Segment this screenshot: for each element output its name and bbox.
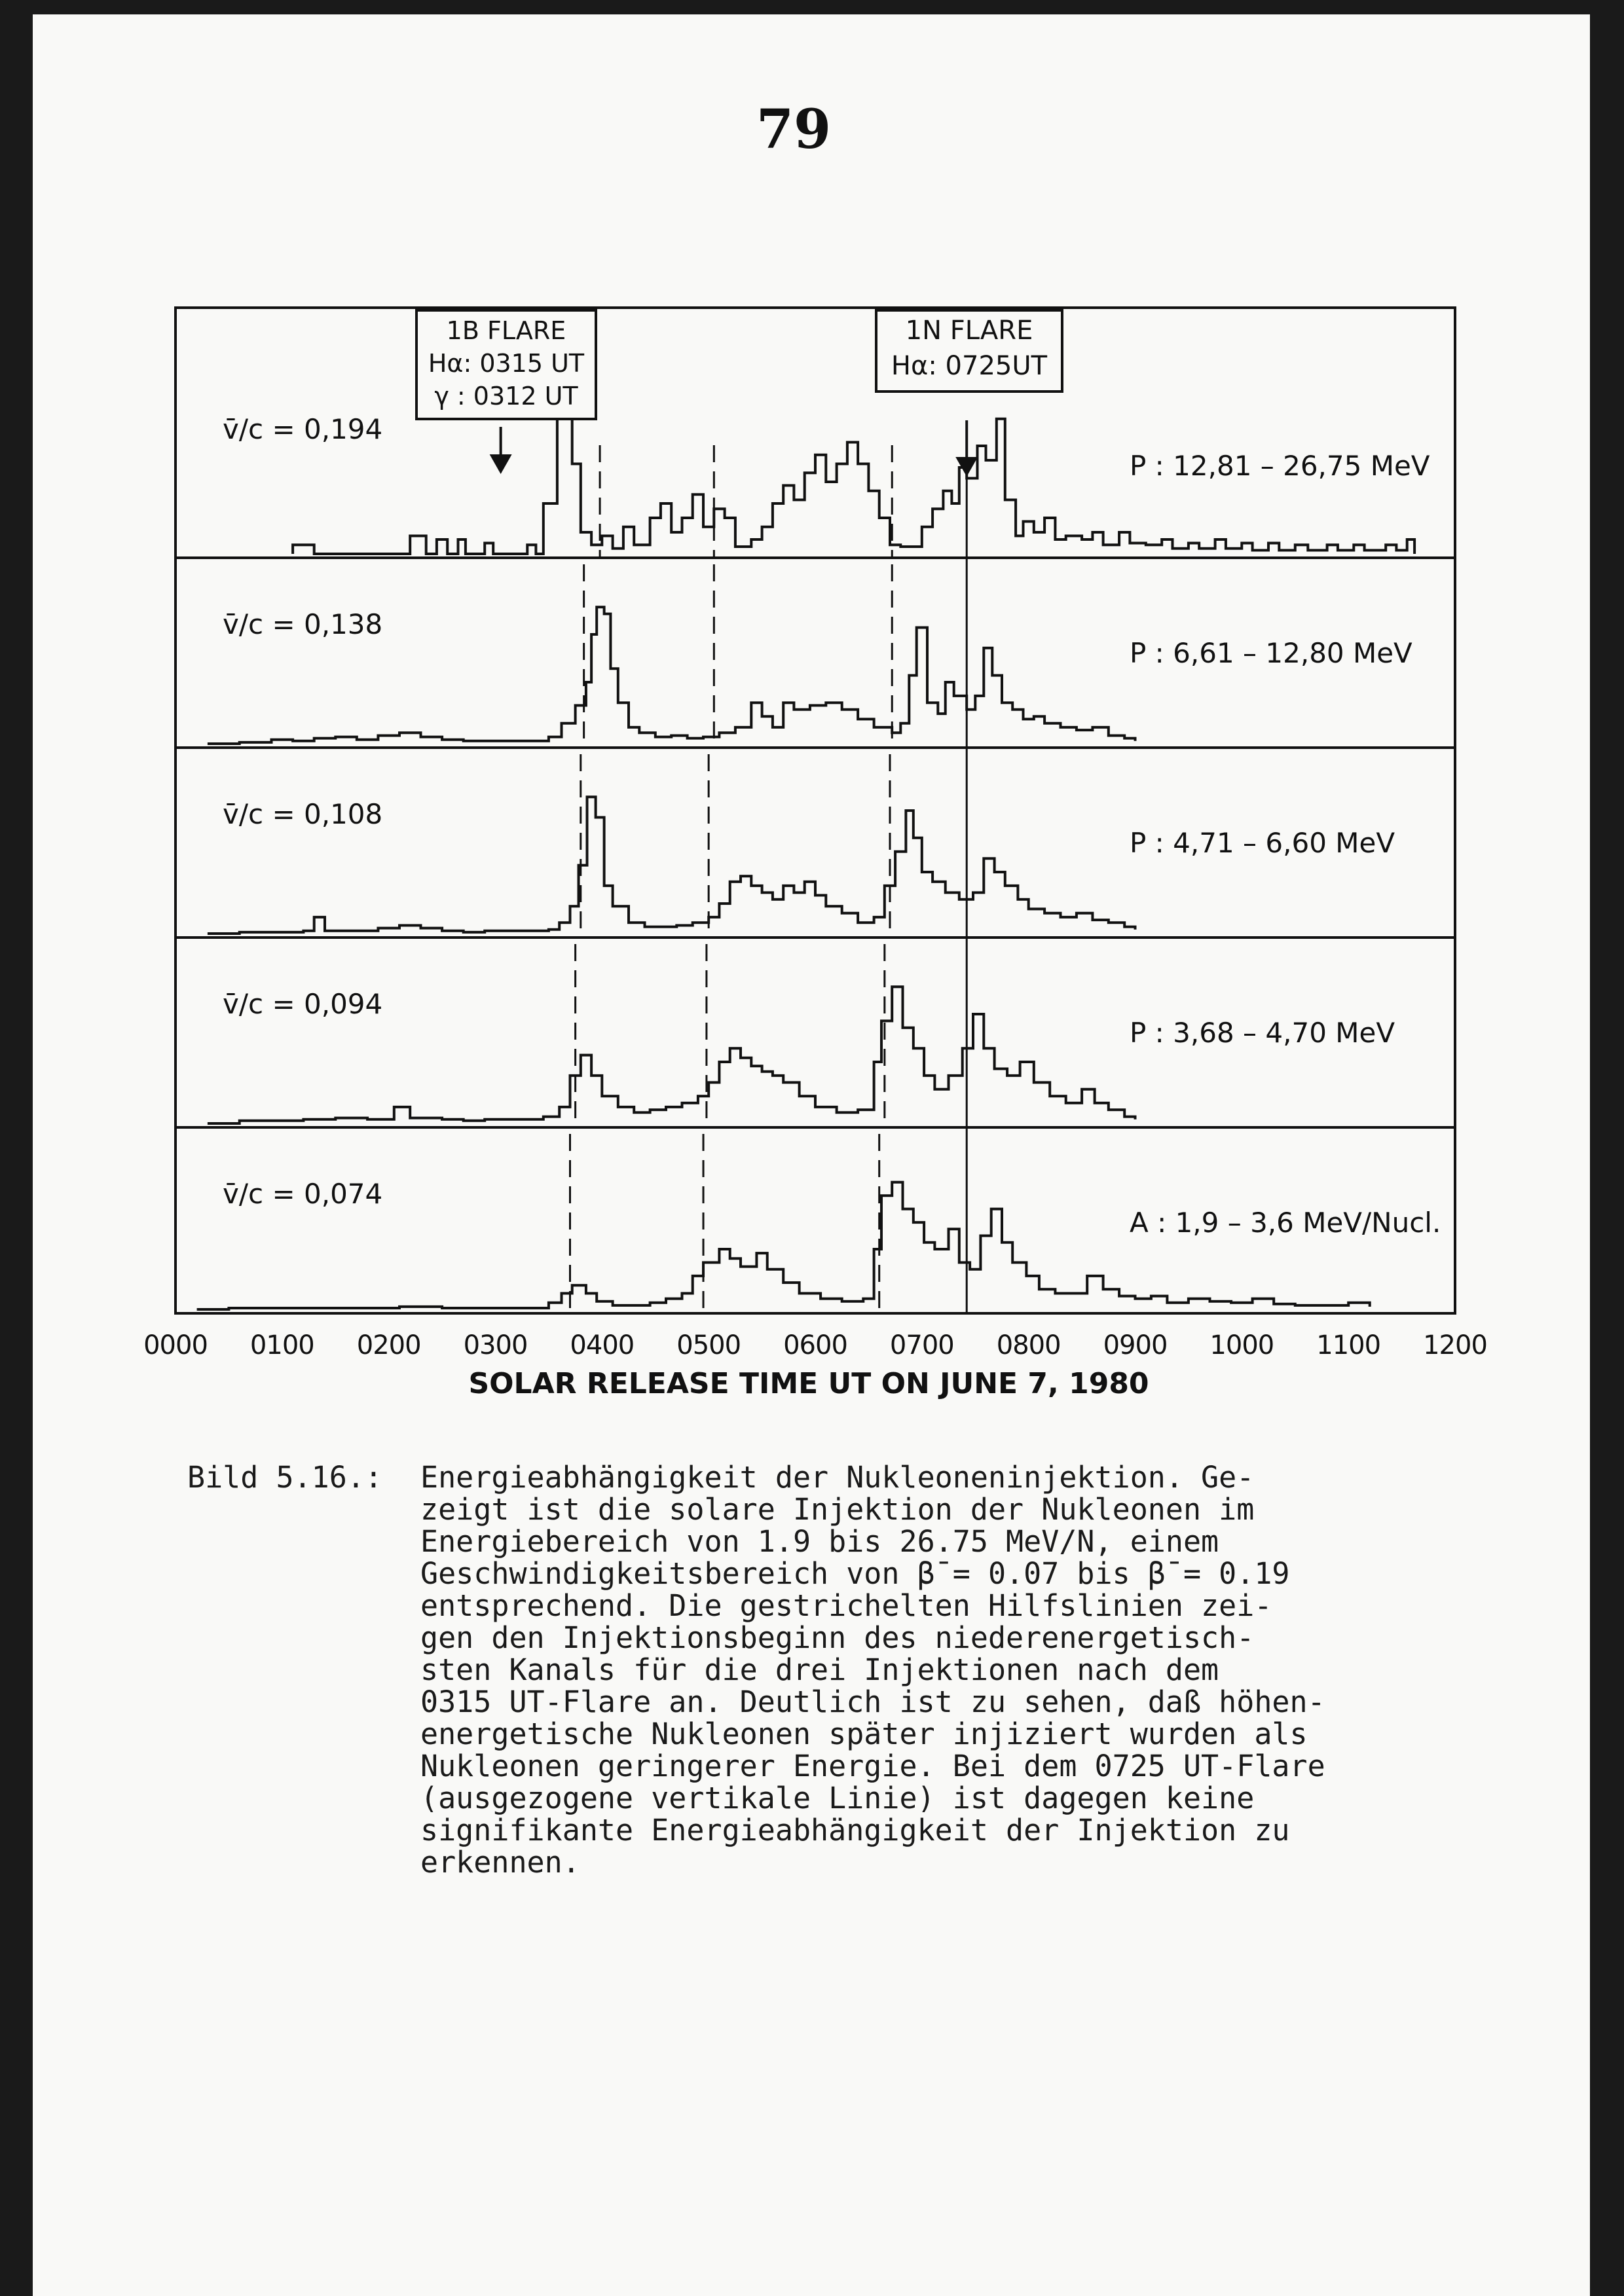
flare-box-text: 1N FLARE <box>905 316 1033 346</box>
flare-box-text: γ : 0312 UT <box>434 382 578 410</box>
flare-arrow-head <box>490 454 512 474</box>
caption-line: Nukleonen geringerer Energie. Bei dem 0725 UT-Flare <box>420 1749 1325 1783</box>
caption-label: Bild 5.16.: <box>187 1460 383 1495</box>
caption-line: Geschwindigkeitsbereich von β̄ = 0.07 bis β̄ = 0.19 <box>420 1556 1290 1591</box>
flare-box-text: Hα: 0315 UT <box>428 349 585 378</box>
x-tick-label: 0700 <box>889 1330 954 1360</box>
caption-line: erkennen. <box>420 1845 580 1880</box>
x-tick-label: 0600 <box>783 1330 847 1360</box>
energy-label: P : 6,61 – 12,80 MeV <box>1130 637 1412 669</box>
velocity-label: v̄/c = 0,074 <box>223 1178 383 1210</box>
annotation-layer <box>223 310 1441 1239</box>
caption-line: energetische Nukleonen später injiziert wurden als <box>420 1717 1308 1751</box>
energy-label: A : 1,9 – 3,6 MeV/Nucl. <box>1130 1207 1441 1239</box>
velocity-label: v̄/c = 0,138 <box>223 608 383 640</box>
caption-line: (ausgezogene vertikale Linie) ist dagegen keine <box>420 1781 1255 1815</box>
caption-line: Energieabhängigkeit der Nukleoneninjektion. Ge- <box>420 1460 1255 1495</box>
energy-label: P : 12,81 – 26,75 MeV <box>1130 450 1430 482</box>
flare-box-text: 1B FLARE <box>446 316 566 345</box>
x-tick-label: 0900 <box>1103 1330 1168 1360</box>
x-tick-label: 0300 <box>463 1330 528 1360</box>
caption-line: sten Kanals für die drei Injektionen nach dem <box>420 1652 1219 1687</box>
caption-line: signifikante Energieabhängigkeit der Injektion zu <box>420 1813 1290 1848</box>
caption-line: Energiebereich von 1.9 bis 26.75 MeV/N, einem <box>420 1524 1219 1559</box>
x-tick-label: 0800 <box>996 1330 1061 1360</box>
x-tick-label: 0100 <box>249 1330 314 1360</box>
caption-text <box>420 1461 1325 1878</box>
x-tick-label: 0500 <box>676 1330 741 1360</box>
x-tick-label: 0400 <box>570 1330 635 1360</box>
x-tick-label: 1100 <box>1316 1330 1381 1360</box>
energy-label: P : 3,68 – 4,70 MeV <box>1130 1017 1395 1049</box>
x-tick-label: 1000 <box>1209 1330 1274 1360</box>
flare-box-text: Hα: 0725UT <box>891 351 1048 381</box>
velocity-label: v̄/c = 0,108 <box>223 798 383 830</box>
caption-line: entsprechend. Die gestrichelten Hilfslinien zei- <box>420 1588 1272 1623</box>
energy-label: P : 4,71 – 6,60 MeV <box>1130 827 1395 859</box>
velocity-label: v̄/c = 0,194 <box>223 413 383 445</box>
velocity-label: v̄/c = 0,094 <box>223 988 383 1020</box>
page-number: 79 <box>756 98 832 161</box>
caption-line: zeigt ist die solare Injektion der Nukleonen im <box>420 1492 1255 1527</box>
caption-line: gen den Injektionsbeginn des niederenergetisch- <box>420 1620 1255 1655</box>
caption-line: 0315 UT-Flare an. Deutlich ist zu sehen, daß höhen- <box>420 1685 1325 1719</box>
x-tick-label: 0200 <box>356 1330 421 1360</box>
x-axis-title: SOLAR RELEASE TIME UT ON JUNE 7, 1980 <box>468 1367 1149 1400</box>
x-tick-label: 0000 <box>143 1330 208 1360</box>
x-tick-label: 1200 <box>1423 1330 1487 1360</box>
